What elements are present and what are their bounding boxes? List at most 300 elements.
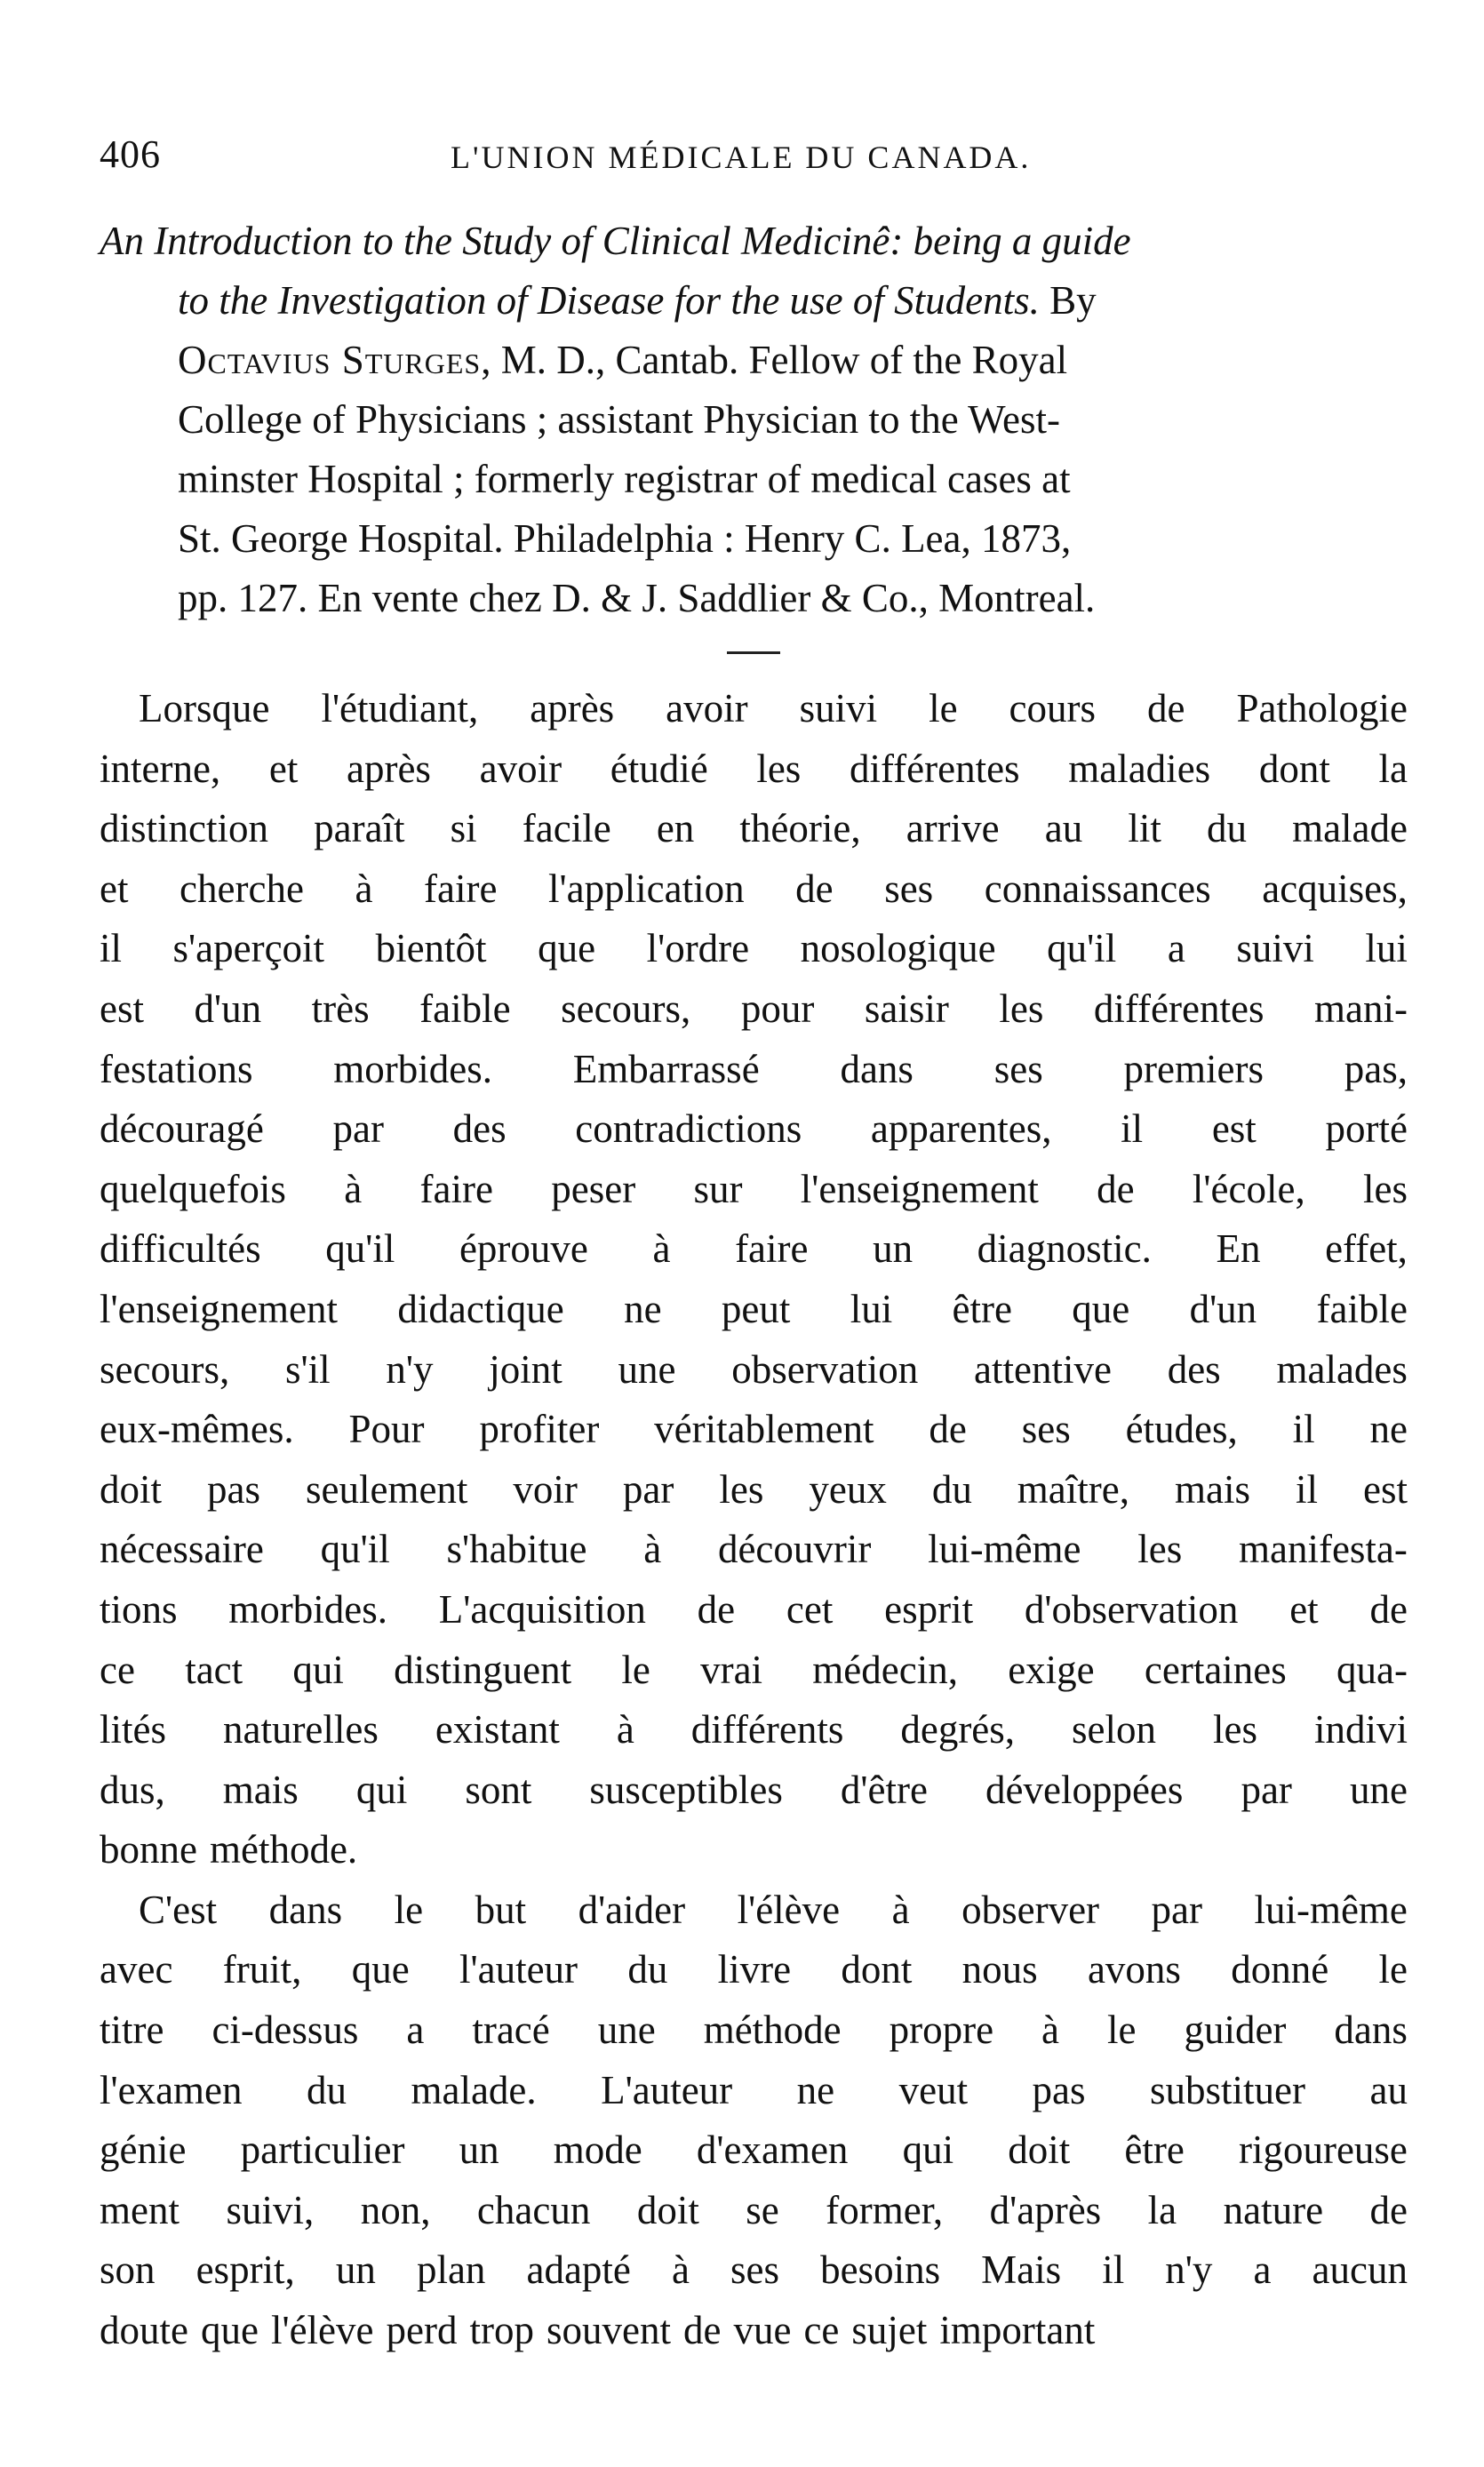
word: rigoureuse: [1238, 2128, 1408, 2173]
word: et: [268, 746, 299, 791]
word: ci-dessus: [211, 2008, 359, 2053]
word: en: [656, 806, 695, 851]
word: est: [1211, 1106, 1257, 1152]
word: observation: [731, 1346, 919, 1392]
word: besoins: [820, 2247, 941, 2293]
word: aucun: [1312, 2247, 1408, 2293]
word: de: [1097, 1166, 1135, 1211]
word: s'aperçoit: [172, 926, 325, 971]
word: faible: [419, 986, 511, 1031]
word: tracé: [472, 2008, 550, 2053]
word: d'après: [989, 2187, 1102, 2232]
text-line: [100, 979, 1408, 1040]
word: festations: [100, 1046, 253, 1091]
word: malades: [1276, 1346, 1408, 1392]
word: manifesta-: [1238, 1527, 1408, 1572]
word: par: [332, 1106, 384, 1152]
word: d'être: [840, 1767, 928, 1812]
text-line: [100, 1520, 1408, 1580]
word: d'examen: [696, 2128, 849, 2173]
word: de: [1147, 686, 1185, 731]
word: veut: [898, 2067, 969, 2112]
review-body: [100, 679, 1408, 2361]
book-ref-line: [100, 509, 1408, 569]
word: existant: [435, 1707, 560, 1752]
text-line: [100, 1641, 1408, 1701]
word: méthode: [703, 2008, 842, 2053]
text-line: [100, 1099, 1408, 1160]
word: certaines: [1144, 1647, 1287, 1692]
word: dans: [840, 1046, 914, 1091]
word: bonne: [100, 1827, 197, 1872]
word: à: [1041, 2008, 1060, 2053]
word: n'y: [1165, 2247, 1213, 2293]
word: de: [1369, 1586, 1408, 1632]
word: faire: [419, 1166, 493, 1211]
word: étudié: [610, 746, 708, 791]
word: avoir: [666, 686, 748, 731]
word: ses: [1021, 1407, 1071, 1452]
word: par: [1241, 1767, 1292, 1812]
word: dans: [1334, 2008, 1408, 2053]
word: être: [952, 1286, 1012, 1331]
word: distinguent: [394, 1647, 572, 1692]
word: lit: [1128, 806, 1161, 851]
word: tions: [100, 1586, 178, 1632]
word: doit: [1008, 2128, 1071, 2173]
word: lui-même: [928, 1527, 1081, 1572]
text-line: [100, 2061, 1408, 2121]
word: distinction: [100, 806, 268, 851]
word: qui: [355, 1767, 408, 1812]
word: donné: [1231, 1947, 1329, 1992]
word: l'application: [548, 866, 745, 911]
word: yeux: [809, 1466, 887, 1512]
word: malade.: [411, 2067, 537, 2112]
word: sujet: [851, 2308, 928, 2353]
word: du: [931, 1466, 972, 1512]
word: qua-: [1336, 1647, 1408, 1692]
text-line: [100, 1880, 1408, 1941]
word: de: [795, 866, 834, 911]
word: but: [475, 1887, 527, 1932]
word: du: [307, 2067, 347, 2112]
word: la: [1147, 2187, 1177, 2232]
word: sur: [693, 1166, 743, 1211]
word: génie: [100, 2128, 187, 2173]
text-line: [100, 1940, 1408, 2000]
word: s'habitue: [446, 1527, 587, 1572]
word: et: [100, 866, 129, 911]
word: à: [355, 866, 373, 911]
text-line: [100, 2000, 1408, 2061]
text-line: [100, 1400, 1408, 1460]
word: maître,: [1017, 1466, 1129, 1512]
word: exige: [1008, 1647, 1095, 1692]
word: ce: [803, 2308, 840, 2353]
word: connaissances: [984, 866, 1211, 911]
word: a: [406, 2008, 425, 2053]
text-line: [100, 1580, 1408, 1641]
word: pas: [207, 1466, 260, 1512]
word: avons: [1087, 1947, 1181, 1992]
text-line: [100, 1340, 1408, 1401]
word: une: [618, 1346, 676, 1392]
word: différentes: [849, 746, 1020, 791]
word: ne: [624, 1286, 662, 1331]
word: il: [1292, 1407, 1315, 1452]
word: Embarrassé: [572, 1046, 760, 1091]
word: vrai: [700, 1647, 763, 1692]
word: former,: [826, 2187, 944, 2232]
word: naturelles: [222, 1707, 379, 1752]
word: n'y: [386, 1346, 434, 1392]
word: mani-: [1313, 986, 1408, 1031]
word: de: [682, 2308, 722, 2353]
running-title: L'UNION MÉDICALE DU CANADA.: [451, 140, 1032, 175]
text-line: [100, 739, 1408, 800]
word: cours: [1009, 686, 1097, 731]
word: esprit: [884, 1586, 974, 1632]
word: nosologique: [800, 926, 996, 971]
word: au: [1369, 2067, 1408, 2112]
word: est: [1362, 1466, 1408, 1512]
word: substituer: [1150, 2067, 1306, 2112]
word: au: [1044, 806, 1083, 851]
word: un: [873, 1226, 914, 1272]
text-line: [100, 2120, 1408, 2181]
book-ref-line: [100, 450, 1408, 509]
word: qu'il: [320, 1527, 390, 1572]
word: un: [459, 2128, 499, 2173]
paragraph: [100, 1880, 1408, 2361]
text-line: [100, 1460, 1408, 1521]
word: adapté: [526, 2247, 631, 2293]
word: nous: [961, 1947, 1038, 1992]
word: études,: [1125, 1407, 1238, 1452]
word: avec: [100, 1947, 173, 1992]
page-header: [100, 132, 1408, 194]
word: se: [746, 2187, 779, 2232]
word: découragé: [100, 1106, 264, 1152]
word: degrés,: [900, 1707, 1016, 1752]
word: après: [530, 686, 615, 731]
word: les: [756, 746, 802, 791]
word: Pour: [348, 1407, 425, 1452]
word: à: [891, 1887, 910, 1932]
word: d'un: [194, 986, 262, 1031]
word: secours,: [561, 986, 691, 1031]
word: indivi: [1313, 1707, 1408, 1752]
word: porté: [1325, 1106, 1408, 1152]
word: pas: [1032, 2067, 1086, 2112]
word: après: [346, 746, 431, 791]
word: morbides.: [228, 1586, 388, 1632]
text-line: [100, 1219, 1408, 1280]
book-title-text: An Introduction to the Study of Clinical Medicinê: being a guide: [100, 219, 1131, 263]
word: observer: [961, 1887, 1100, 1932]
word: par: [1151, 1887, 1202, 1932]
word: lui: [1365, 926, 1408, 971]
word: a: [1167, 926, 1185, 971]
word: tact: [185, 1647, 243, 1692]
word: selon: [1072, 1707, 1157, 1752]
word: seulement: [305, 1466, 468, 1512]
word: développées: [985, 1767, 1184, 1812]
text-line: [100, 1760, 1408, 1821]
word: a: [1253, 2247, 1272, 2293]
book-ref-line: [100, 331, 1408, 390]
word: ne: [1369, 1407, 1408, 1452]
text-line: [100, 679, 1408, 739]
word: esprit,: [195, 2247, 295, 2293]
word: il: [100, 926, 123, 971]
word: de: [1369, 2187, 1408, 2232]
word: bientôt: [375, 926, 487, 971]
word: nature: [1223, 2187, 1324, 2232]
word: des: [1167, 1346, 1221, 1392]
word: trop: [469, 2308, 534, 2353]
word: ses: [884, 866, 934, 911]
word: morbides.: [333, 1046, 492, 1091]
word: lui-même: [1254, 1887, 1408, 1932]
word: que: [200, 2308, 259, 2353]
word: qu'il: [1047, 926, 1117, 971]
word: L'auteur: [601, 2067, 733, 2112]
word: cet: [786, 1586, 834, 1632]
word: souvent: [546, 2308, 671, 2353]
word: avoir: [479, 746, 562, 791]
word: faire: [424, 866, 498, 911]
word: L'acquisition: [438, 1586, 646, 1632]
word: didactique: [397, 1286, 564, 1331]
word: interne,: [100, 746, 221, 791]
word: ment: [100, 2187, 180, 2232]
word: à: [643, 1527, 662, 1572]
word: ce: [100, 1647, 135, 1692]
word: acquises,: [1262, 866, 1408, 911]
word: lités: [100, 1707, 166, 1752]
word: l'élève: [737, 1887, 841, 1932]
word: plan: [416, 2247, 486, 2293]
word: le: [1378, 1947, 1408, 1992]
word: dont: [1258, 746, 1330, 791]
word: fruit,: [222, 1947, 302, 1992]
word: mais: [1174, 1466, 1250, 1512]
word: et: [1289, 1586, 1319, 1632]
word: ne: [796, 2067, 835, 2112]
word: il: [1102, 2247, 1125, 2293]
word: le: [929, 686, 958, 731]
word: véritablement: [654, 1407, 874, 1452]
word: Lorsque: [139, 686, 270, 731]
word: découvrir: [717, 1527, 872, 1572]
word: du: [1206, 806, 1247, 851]
word: particulier: [240, 2128, 405, 2173]
word: attentive: [974, 1346, 1112, 1392]
book-ref-text: College of Physicians ; assistant Physician to the West-: [178, 397, 1060, 442]
text-line: [100, 859, 1408, 920]
word: maladies: [1068, 746, 1211, 791]
book-ref-text: St. George Hospital. Philadelphia : Henry C. Lea, 1873,: [178, 516, 1072, 561]
word: saisir: [864, 986, 949, 1031]
word: il: [1121, 1106, 1144, 1152]
text-line: [100, 2181, 1408, 2241]
word: que: [351, 1947, 410, 1992]
word: méthode.: [209, 1827, 358, 1872]
word: diagnostic.: [977, 1226, 1152, 1272]
word: l'étudiant,: [321, 686, 479, 731]
word: les: [1363, 1166, 1408, 1211]
word: paraît: [314, 806, 405, 851]
book-ref-line: [100, 212, 1408, 271]
word: une: [597, 2008, 656, 2053]
word: quelquefois: [100, 1166, 286, 1211]
word: il: [1295, 1466, 1318, 1512]
word: secours,: [100, 1346, 230, 1392]
word: suivi: [799, 686, 878, 731]
book-ref-line: [100, 271, 1408, 331]
word: qu'il: [325, 1226, 395, 1272]
word: non,: [360, 2187, 431, 2232]
book-ref-line: [100, 390, 1408, 450]
word: les: [999, 986, 1044, 1031]
word: ses: [730, 2247, 780, 2293]
word: cherche: [180, 866, 304, 911]
word: un: [335, 2247, 376, 2293]
word: très: [311, 986, 370, 1031]
word: ses: [993, 1046, 1043, 1091]
book-ref-text: By: [1039, 278, 1097, 323]
word: est: [100, 986, 144, 1031]
text-line: [100, 799, 1408, 859]
word: perd: [386, 2308, 458, 2353]
text-line: [100, 2301, 1408, 2361]
word: qui: [292, 1647, 344, 1692]
book-ref-text: , M. D., Cantab. Fellow of the Royal: [481, 338, 1068, 382]
word: dont: [841, 1947, 913, 1992]
word: des: [452, 1106, 507, 1152]
section-divider: [727, 651, 780, 654]
word: médecin,: [812, 1647, 958, 1692]
word: important: [939, 2308, 1096, 2353]
word: nécessaire: [100, 1527, 264, 1572]
word: les: [719, 1466, 764, 1512]
word: susceptibles: [589, 1767, 783, 1812]
text-line: [100, 1160, 1408, 1220]
word: En: [1216, 1226, 1261, 1272]
word: une: [1349, 1767, 1408, 1812]
word: du: [627, 1947, 668, 1992]
word: que: [1072, 1286, 1130, 1331]
word: voir: [513, 1466, 578, 1512]
word: d'aider: [578, 1887, 686, 1932]
word: différents: [690, 1707, 844, 1752]
word: Mais: [981, 2247, 1062, 2293]
word: suivi: [1236, 926, 1314, 971]
word: faible: [1316, 1286, 1408, 1331]
book-ref-text: minster Hospital ; formerly registrar of medical cases at: [178, 457, 1071, 501]
word: facile: [522, 806, 611, 851]
word: difficultés: [100, 1226, 261, 1272]
word: vue: [733, 2308, 792, 2353]
word: doit: [100, 1466, 163, 1512]
word: l'examen: [100, 2067, 243, 2112]
word: à: [616, 1707, 634, 1752]
word: à: [652, 1226, 671, 1272]
word: pour: [740, 986, 815, 1031]
word: mode: [553, 2128, 642, 2173]
word: C'est: [139, 1887, 218, 1932]
word: la: [1378, 746, 1408, 791]
word: l'école,: [1192, 1166, 1305, 1211]
word: à: [344, 1166, 363, 1211]
word: l'ordre: [646, 926, 750, 971]
word: le: [621, 1647, 650, 1692]
word: théorie,: [739, 806, 861, 851]
text-line: [100, 1700, 1408, 1760]
word: faire: [735, 1226, 809, 1272]
word: par: [622, 1466, 674, 1512]
paragraph: [100, 679, 1408, 1880]
word: effet,: [1325, 1226, 1408, 1272]
word: que: [538, 926, 596, 971]
word: l'enseignement: [100, 1286, 339, 1331]
word: guider: [1184, 2008, 1287, 2053]
book-ref-line: [100, 569, 1408, 628]
word: éprouve: [459, 1226, 588, 1272]
word: les: [1212, 1707, 1257, 1752]
word: dus,: [100, 1767, 165, 1812]
word: le: [1106, 2008, 1137, 2053]
word: différentes: [1093, 986, 1265, 1031]
word: de: [697, 1586, 736, 1632]
word: malade: [1292, 806, 1408, 851]
word: apparentes,: [870, 1106, 1052, 1152]
word: chacun: [476, 2187, 591, 2232]
word: son: [100, 2247, 156, 2293]
word: titre: [100, 2008, 164, 2053]
word: premiers: [1123, 1046, 1264, 1091]
book-ref-text: pp. 127. En vente chez D. & J. Saddlier & Co., Montreal.: [178, 576, 1096, 620]
word: contradictions: [575, 1106, 802, 1152]
word: joint: [489, 1346, 562, 1392]
word: doit: [636, 2187, 699, 2232]
text-line: [100, 1280, 1408, 1340]
word: s'il: [284, 1346, 331, 1392]
word: profiter: [479, 1407, 600, 1452]
word: doute: [100, 2308, 188, 2353]
word: l'auteur: [459, 1947, 578, 1992]
text-line: [100, 1820, 1408, 1880]
word: l'élève: [270, 2308, 374, 2353]
word: l'enseignement: [800, 1166, 1039, 1211]
word: d'un: [1189, 1286, 1257, 1331]
author-name: Octavius Sturges: [178, 338, 482, 382]
word: pas,: [1344, 1046, 1408, 1091]
word: à: [671, 2247, 690, 2293]
book-title-text: to the Investigation of Disease for the use of Students.: [178, 278, 1040, 323]
word: suivi,: [226, 2187, 315, 2232]
word: mais: [222, 1767, 299, 1812]
word: d'observation: [1024, 1586, 1239, 1632]
word: si: [450, 806, 477, 851]
word: lui: [850, 1286, 893, 1331]
word: dans: [268, 1887, 343, 1932]
word: arrive: [906, 806, 1000, 851]
word: de: [929, 1407, 967, 1452]
word: peut: [721, 1286, 791, 1331]
